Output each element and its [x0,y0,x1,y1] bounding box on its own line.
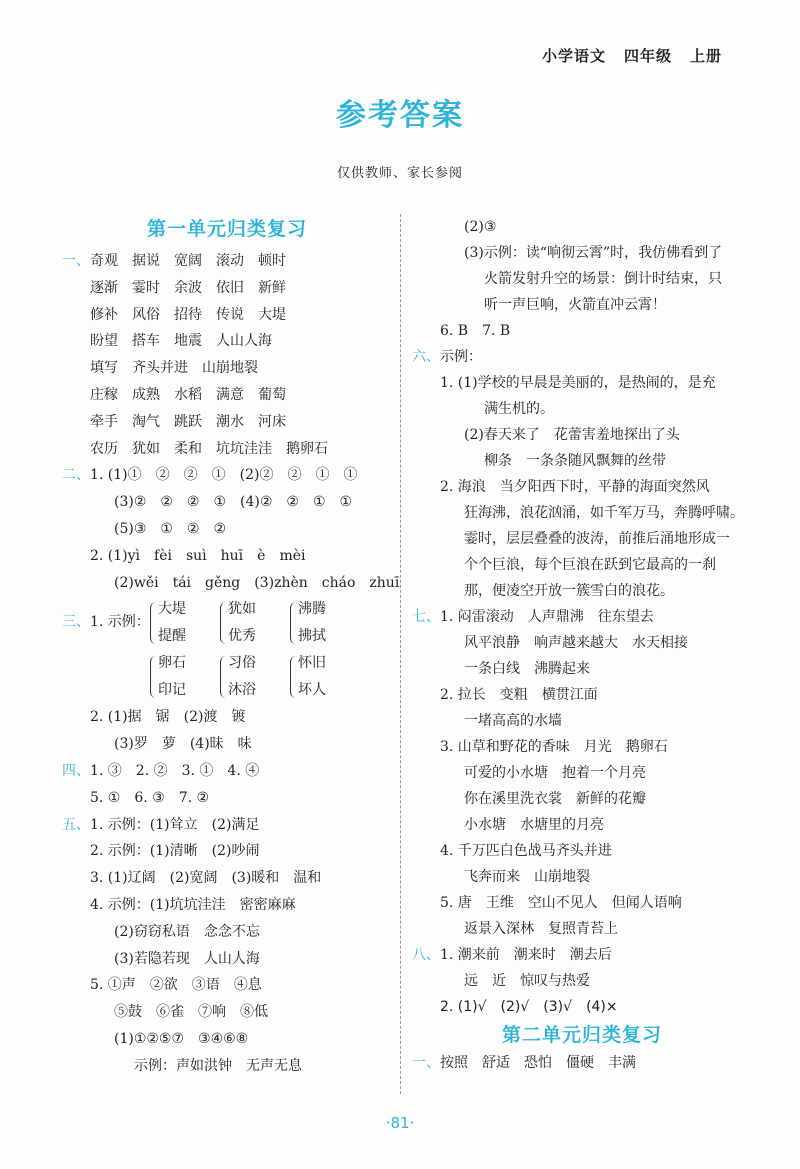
brace-item: 怀旧 [298,655,326,672]
page-number: ·81· [385,1114,415,1132]
brace-item: 坏人 [298,682,326,699]
brace-item: 犹如 [228,601,256,618]
answer-line: 4. 千万匹白色战马齐头并进 [440,843,612,859]
answer-line [412,1050,752,1076]
answer-line: 霎时，层层叠叠的波涛，前推后涌地形成一 [464,531,730,547]
answer-line: 2. 海浪 当夕阳西下时，平静的海面突然风 [440,479,710,495]
answer-line: 2. (1)√ (2)√ (3)√ (4)× [440,999,618,1015]
answer-line: 6. B 7. B [440,323,511,339]
answer-text: 1. (1)① ② ② ① (2)② ② ① ① [90,467,358,484]
answer-line: (3)示例：读“响彻云霄”时，我仿佛看到了 [464,245,723,261]
page-title: 参考答案 [336,98,464,133]
right-column [412,214,752,1076]
answer-line: 火箭发射升空的场景：倒计时结束，只 [484,271,722,287]
brace-mark [290,602,297,644]
section-number: 一、 [412,1055,440,1071]
answer-text: 1. 潮来前 潮来时 潮去后 [440,947,612,963]
answer-line: 飞奔而来 山崩地裂 [464,869,590,885]
answer-text: 1. 示例：(1)耸立 (2)满足 [90,816,260,833]
answer-line: 2. 示例：(1)清晰 (2)吵闹 [90,843,260,860]
answer-line: 那，便凌空开放一簇雪白的浪花。 [464,583,674,599]
column-divider [400,214,401,1094]
unit1-heading: 第一单元归类复习 [146,218,307,240]
section-number: 一、 [62,253,90,269]
answer-line: (2)③ [464,219,497,235]
answer-line [62,462,392,489]
brace-item: 沸腾 [298,601,326,618]
answer-line: 一条白线 沸腾起来 [464,661,590,677]
answer-line: (3)② ② ② ① (4)② ② ① ① [114,494,353,511]
answer-line: 逐渐 霎时 余波 依旧 新鲜 [90,279,286,296]
answer-line: 3. (1)辽阔 (2)宽阔 (3)暖和 温和 [90,870,322,887]
answer-line [412,604,752,630]
answer-line: 填写 齐头并进 山崩地裂 [90,360,258,377]
answer-line: 听一声巨响，火箭直冲云霄！ [484,297,666,313]
brace-item: 沐浴 [228,682,256,699]
answer-line: 5. 唐 王维 空山不见人 但闻人语响 [440,895,682,911]
brace-item: 拂拭 [298,628,326,645]
answer-line: 5. ① 6. ③ 7. ② [90,789,210,806]
answer-line: 3. 山草和野花的香味 月光 鹅卵石 [440,739,668,755]
brace-item: 习俗 [228,655,256,672]
answer-line: (2)春天来了 花蕾害羞地探出了头 [464,427,680,443]
answer-line: 狂海沸，浪花汹涌，如千军万马，奔腾呼啸。 [464,505,744,521]
left-column [62,214,400,1080]
answer-line: (3)若隐若现 人山人海 [114,950,260,967]
section-number: 五、 [62,816,90,833]
answer-line: 庄稼 成熟 水稻 满意 葡萄 [90,386,286,403]
section-number: 六、 [412,349,440,365]
answer-line [412,344,752,370]
answer-line: (2)窃窃私语 念念不忘 [114,923,260,940]
answer-line: (5)③ ① ② ② [114,520,227,537]
answer-text: 按照 舒适 恐怕 僵硬 丰满 [440,1055,636,1071]
brace-item: 印记 [158,682,186,699]
answer-line: 牵手 淘气 跳跃 潮水 河床 [90,413,286,430]
brace-mark [220,602,227,644]
answer-line: 可爱的小水塘 抱着一个月亮 [464,765,646,781]
answer-line: 农历 犹如 柔和 坑坑洼洼 鹅卵石 [90,440,328,457]
answer-text: 1. 示例： [90,614,150,631]
brace-mark [150,602,157,644]
answer-line: 柳条 一条条随风飘舞的丝带 [484,453,666,469]
header-subject: 小学语文 [541,47,606,65]
brace-item: 提醒 [158,628,186,645]
answer-line: (1)①②⑤⑦ ③④⑥⑧ [114,1030,249,1047]
brace-mark [220,656,227,698]
answer-line: 1. (1)学校的早晨是美丽的，是热闹的，是充 [440,375,716,391]
answer-line [412,942,752,968]
answer-line: 小水塘 水塘里的月亮 [464,817,604,833]
header-volume: 上册 [689,47,722,65]
page-header [524,45,722,66]
answer-line [62,248,392,275]
header-grade: 四年级 [623,47,672,65]
section-number: 八、 [412,947,440,963]
answer-line: 2. (1)yì fèi suì huī è mèi [90,547,306,564]
brace-mark [150,656,157,698]
answer-line: 5. ①声 ②欲 ③语 ④息 [90,977,262,994]
brace-group [62,596,392,650]
brace-item: 卵石 [158,655,186,672]
page-subtitle: 仅供教师、家长参阅 [336,166,463,181]
section-number: 二、 [62,467,90,484]
answer-text: 1. ③ 2. ② 3. ① 4. ④ [90,762,260,779]
answer-line: 4. 示例：(1)坑坑洼洼 密密麻麻 [90,896,296,913]
brace-group [62,650,392,704]
answer-text: 示例： [440,349,482,365]
answer-text: 1. 闷雷滚动 人声鼎沸 往东望去 [440,609,654,625]
brace-item: 优秀 [228,628,256,645]
brace-item: 大堤 [158,601,186,618]
answer-line: ⑤鼓 ⑥雀 ⑦响 ⑧低 [114,1004,268,1021]
answer-line: (2)wěi tái gěng (3)zhèn cháo zhuī [114,574,400,591]
section-number: 七、 [412,609,440,625]
unit2-heading: 第二单元归类复习 [501,1024,662,1046]
answer-line: 个个巨浪，每个巨浪在跃到它最高的一刹 [464,557,716,573]
answer-line: 你在溪里洗衣裳 新鲜的花瓣 [464,791,646,807]
answer-line: (3)罗 萝 (4)昧 味 [114,736,252,753]
answer-line [62,812,392,839]
brace-mark [290,656,297,698]
answer-line: 远 近 惊叹与热爱 [464,973,590,989]
answer-line: 盼望 搭车 地震 人山人海 [90,333,272,350]
answer-text: 奇观 据说 宽阔 滚动 顿时 [90,253,286,269]
answer-line: 满生机的。 [484,401,554,417]
answer-line [62,758,392,785]
answer-line: 示例：声如洪钟 无声无息 [134,1057,302,1074]
answer-line: 风平浪静 响声越来越大 水天相接 [464,635,688,651]
answer-line: 2. (1)据 锯 (2)渡 镀 [90,709,246,726]
answer-line: 2. 拉长 变粗 横贯江面 [440,687,598,703]
section-number: 三、 [62,614,90,631]
answer-line: 返景入深林 复照青苔上 [464,921,618,937]
section-number: 四、 [62,762,90,779]
answer-line: 修补 风俗 招待 传说 大堤 [90,306,286,323]
answer-line: 一堵高高的水墙 [464,713,562,729]
